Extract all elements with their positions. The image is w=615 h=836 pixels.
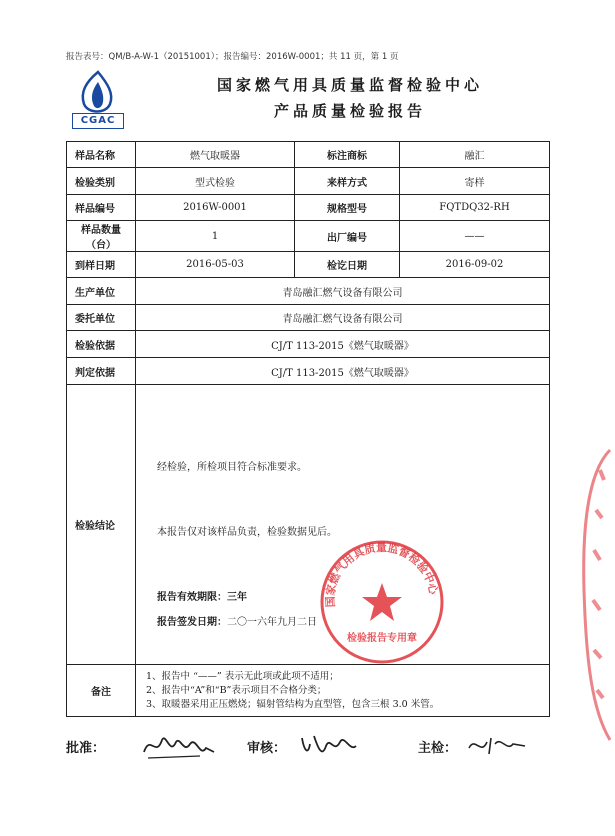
conclusion-label: 检验结论 xyxy=(67,385,136,665)
note-line: 3、取暖器采用正压燃烧；辐射管结构为直型管，包含三根 3.0 米管。 xyxy=(146,698,440,710)
center-title: 国家燃气用具质量监督检验中心 xyxy=(216,76,483,94)
factory-no-label: 出厂编号 xyxy=(295,221,400,252)
judge-label: 判定依据 xyxy=(67,358,136,385)
qty-value: 1 xyxy=(136,221,295,252)
arrival-label: 到样日期 xyxy=(67,252,136,278)
sampling-value: 寄样 xyxy=(400,168,550,195)
trademark-label: 标注商标 xyxy=(295,142,400,168)
table-row xyxy=(67,278,550,305)
review-signature xyxy=(296,728,366,762)
table-row xyxy=(67,221,550,252)
table-row xyxy=(67,358,550,385)
test-type-label: 检验类别 xyxy=(67,168,136,195)
remark-cell xyxy=(136,665,550,717)
client-label: 委托单位 xyxy=(67,305,136,331)
report-table xyxy=(66,141,550,717)
report-title: 产品质量检验报告 xyxy=(273,102,426,120)
approve-signature xyxy=(140,728,220,762)
judge-value: CJ/T 113-2015《燃气取暖器》 xyxy=(136,358,550,385)
approve-label: 批准： xyxy=(66,741,106,756)
table-row xyxy=(67,331,550,358)
conclusion-text: 经检验，所检项目符合标准要求。 xyxy=(157,462,307,473)
sample-no-label: 样品编号 xyxy=(67,195,136,221)
test-type-value: 型式检验 xyxy=(136,168,295,195)
table-row xyxy=(67,665,550,717)
chief-signature xyxy=(463,730,533,760)
sampling-label: 来样方式 xyxy=(295,168,400,195)
sample-no-value: 2016W-0001 xyxy=(136,195,295,221)
seal-bottom-text: 检验报告专用章 xyxy=(347,633,417,644)
remark-label: 备注 xyxy=(67,665,136,717)
factory-no-value: —— xyxy=(400,221,550,252)
seal-text: 国家燃气用具质量监督检验中心 xyxy=(323,541,440,608)
qty-label: 样品数量（台） xyxy=(67,221,136,252)
responsibility-text: 本报告仅对该样品负责，检验数据见后。 xyxy=(157,527,337,538)
table-row xyxy=(67,168,550,195)
table-row xyxy=(67,305,550,331)
model-value: FQTDQ32-RH xyxy=(400,195,550,221)
issue-date-line xyxy=(157,613,317,628)
note-line: 2、报告中“A”和“B”表示项目不合格分类； xyxy=(146,684,327,696)
note-line: 1、报告中 “——” 表示无此项或此项不适用； xyxy=(146,670,339,682)
chief-label: 主检： xyxy=(418,741,458,756)
sample-name-value: 燃气取暖器 xyxy=(136,142,295,168)
issue-label: 报告签发日期： xyxy=(157,617,227,628)
sample-name-label: 样品名称 xyxy=(67,142,136,168)
validity-line xyxy=(157,588,247,603)
trademark-value: 融汇 xyxy=(400,142,550,168)
logo-text: CGAC xyxy=(72,113,124,129)
issue-value: 二〇一六年九月二日 xyxy=(227,617,317,628)
official-seal xyxy=(317,537,447,667)
validity-label: 报告有效期限： xyxy=(157,592,227,603)
client-value: 青岛融汇燃气设备有限公司 xyxy=(136,305,550,331)
finish-label: 检讫日期 xyxy=(295,252,400,278)
producer-value: 青岛融汇燃气设备有限公司 xyxy=(136,278,550,305)
finish-value: 2016-09-02 xyxy=(400,252,550,278)
review-label: 审核： xyxy=(247,741,287,756)
basis-label: 检验依据 xyxy=(67,331,136,358)
arrival-value: 2016-05-03 xyxy=(136,252,295,278)
validity-value: 三年 xyxy=(227,592,247,603)
report-header-line: 报告表号：QM/B-A-W-1（20151001）；报告编号：2016W-0001；共 11 页，第 1 页 xyxy=(66,52,399,62)
table-row xyxy=(67,252,550,278)
producer-label: 生产单位 xyxy=(67,278,136,305)
side-seam-stamp xyxy=(560,440,615,750)
table-row xyxy=(67,195,550,221)
model-label: 规格型号 xyxy=(295,195,400,221)
table-row xyxy=(67,142,550,168)
basis-value: CJ/T 113-2015《燃气取暖器》 xyxy=(136,331,550,358)
